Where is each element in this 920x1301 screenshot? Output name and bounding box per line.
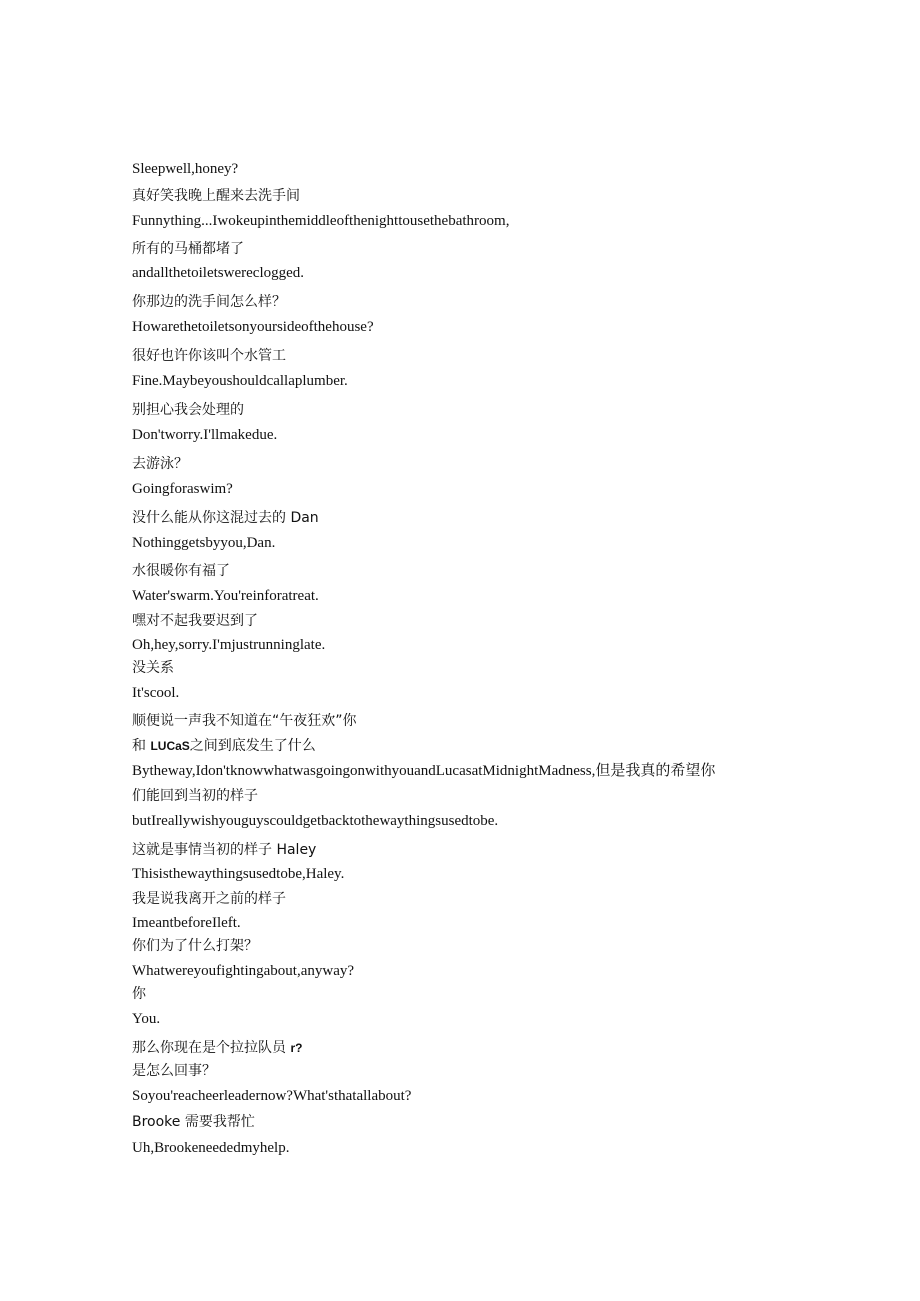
subtitle-line: Sleepwell,honey?: [132, 161, 239, 177]
subtitle-line: Soyou'reacheerleadernow?What'sthatallabout?: [132, 1088, 412, 1104]
subtitle-line: 所有的马桶都堵了: [132, 241, 244, 257]
subtitle-line: 水很暖你有福了: [132, 563, 230, 579]
subtitle-line: 很好也许你该叫个水管工: [132, 348, 286, 364]
subtitle-line: Howarethetoiletsonyoursideofthehouse?: [132, 319, 374, 335]
subtitle-line: Don'tworry.I'llmakedue.: [132, 427, 278, 443]
subtitle-line-with-suffix: [132, 1039, 302, 1057]
subtitle-line-with-name: [132, 737, 316, 755]
subtitle-line: It'scool.: [132, 685, 180, 701]
subtitle-line: 真好笑我晚上醒来去洗手间: [132, 188, 300, 204]
subtitle-line: 你们为了什么打架？: [132, 938, 258, 954]
subtitle-text: 和: [132, 738, 146, 754]
subtitle-line: 你: [132, 986, 146, 1002]
subtitle-line: 你那边的洗手间怎么样？: [132, 294, 286, 310]
subtitle-line: 顺便说一声我不知道在“午夜狂欢”你: [132, 713, 357, 729]
subtitle-line: Brooke 需要我帮忙: [132, 1114, 255, 1130]
subtitle-line: Whatwereyoufightingabout,anyway?: [132, 963, 355, 979]
subtitle-line: 嘿对不起我要迟到了: [132, 613, 258, 629]
subtitle-line: 去游泳？: [132, 456, 188, 472]
subtitle-line: Bytheway,Idon'tknowwhatwasgoingonwithyouandLucasatMidnightMadness,但是我真的希望你: [132, 763, 716, 779]
subtitle-line: You.: [132, 1011, 161, 1027]
subtitle-line: Thisisthewaythingsusedtobe,Haley.: [132, 866, 345, 882]
subtitle-line: 是怎么回事？: [132, 1063, 216, 1079]
subtitle-line: Oh,hey,sorry.I'mjustrunninglate.: [132, 637, 326, 653]
subtitle-text: 那么你现在是个拉拉队员: [132, 1040, 286, 1056]
subtitle-line: Nothinggetsbyyou,Dan.: [132, 535, 276, 551]
subtitle-line: butIreallywishyouguyscouldgetbacktothewaythingsusedtobe.: [132, 813, 499, 829]
subtitle-line: 们能回到当初的样子: [132, 788, 258, 804]
subtitle-line: 别担心我会处理的: [132, 402, 244, 418]
subtitle-line: 没什么能从你这混过去的 Dan: [132, 510, 319, 526]
subtitle-line: Fine.Maybeyoushouldcallaplumber.: [132, 373, 348, 389]
subtitle-suffix: r?: [290, 1041, 303, 1055]
subtitle-line: Funnything...Iwokeupinthemiddleofthenighttousethebathroom,: [132, 213, 510, 229]
subtitle-line: ImeantbeforeIleft.: [132, 915, 241, 931]
subtitle-line: 没关系: [132, 660, 174, 676]
subtitle-line: Uh,Brookeneededmyhelp.: [132, 1140, 290, 1156]
subtitle-line: Goingforaswim?: [132, 481, 233, 497]
subtitle-text: 之间到底发生了什么: [189, 738, 316, 754]
subtitle-line: 我是说我离开之前的样子: [132, 891, 286, 907]
subtitle-line: andallthetoiletswereclogged.: [132, 265, 305, 281]
subtitle-line: 这就是事情当初的样子 Haley: [132, 842, 317, 858]
subtitle-line: Water'swarm.You'reinforatreat.: [132, 588, 319, 604]
speaker-name: LUCaS: [150, 739, 190, 753]
